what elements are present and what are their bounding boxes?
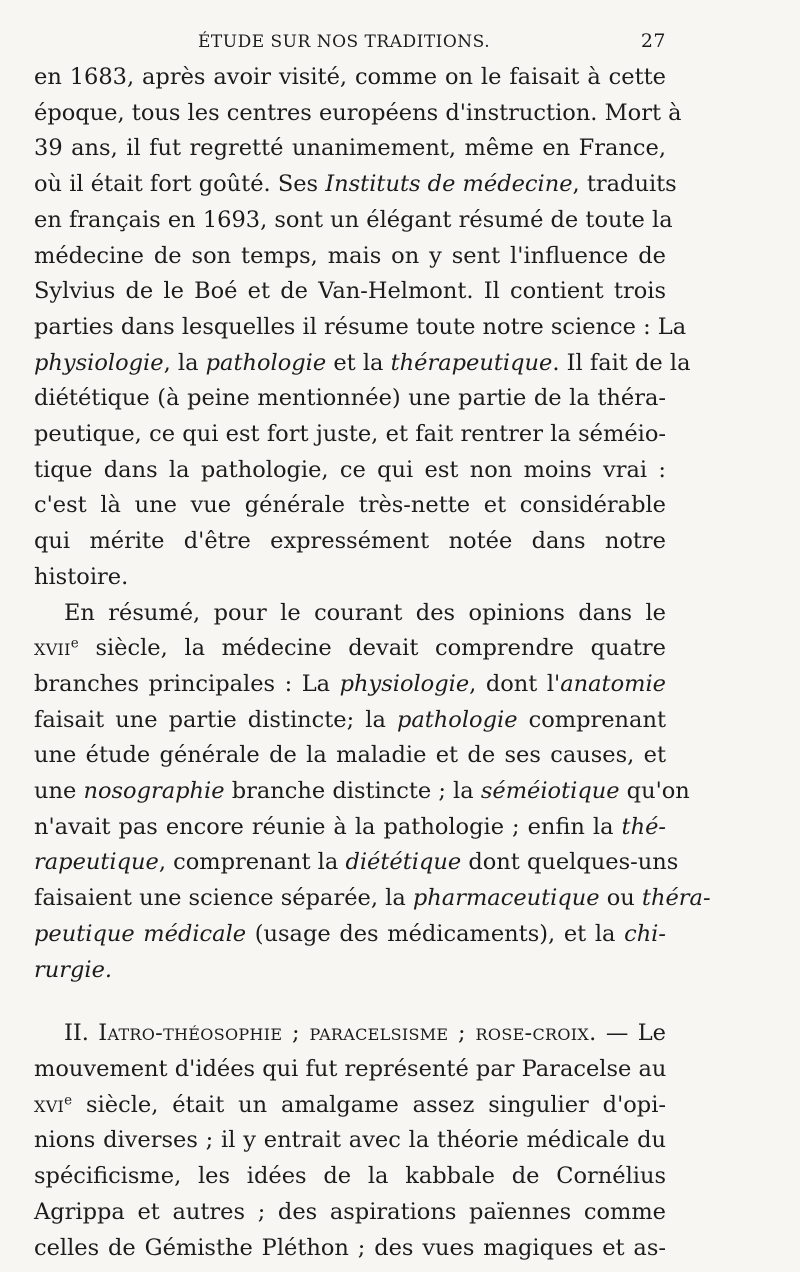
italic-term: chi-: [624, 920, 666, 947]
italic-term: thérapeutique: [390, 349, 553, 376]
text-line: diététique (à peine mentionnée) une partie de la théra-: [34, 385, 666, 412]
text-line: nions diverses ; il y entrait avec la théorie médicale du: [34, 1127, 666, 1154]
text-line: tique dans la pathologie, ce qui est non moins vrai :: [34, 456, 666, 483]
text-line: En résumé, pour le courant des opinions dans le: [64, 599, 666, 626]
text-line: [34, 810, 666, 846]
text-line: [34, 667, 666, 703]
text-line: [34, 845, 679, 881]
running-title: ÉTUDE SUR NOS TRADITIONS.: [198, 32, 491, 52]
text-line: époque, tous les centres européens d'instruction. Mort à: [34, 99, 682, 126]
text-line: [34, 953, 666, 989]
text-run: où il était fort goûté. Ses: [34, 171, 326, 198]
italic-term: théra-: [641, 885, 711, 912]
text-run: dont quelques-uns: [461, 849, 679, 876]
italic-term: physiologie: [339, 670, 470, 697]
italic-term: peutique médicale: [34, 920, 247, 947]
text-run: , la: [163, 349, 206, 376]
text-run: , traduits: [572, 171, 677, 198]
text-run: n'avait pas encore réunie à la pathologie ; enfin la: [34, 813, 622, 840]
text-line: histoire.: [34, 563, 129, 590]
italic-term: pharmaceutique: [412, 885, 600, 912]
text-line: 39 ans, il fut regretté unanimement, même en France,: [34, 135, 666, 162]
paragraph-boerhaave-continuation: [34, 60, 691, 596]
text-line: Sylvius de le Boé et de Van-Helmont. Il contient trois: [34, 278, 666, 305]
paragraph-section-ii: [34, 1016, 666, 1266]
page-number: 27: [640, 30, 666, 52]
text-line: Agrippa et autres ; des aspirations païennes comme: [34, 1198, 666, 1225]
text-run: faisaient une science séparée, la: [34, 885, 413, 912]
italic-term: rapeutique: [34, 849, 159, 876]
italic-term: thé-: [621, 813, 666, 840]
italic-term: diététique: [345, 849, 462, 876]
text-run: et la: [326, 349, 391, 376]
text-line: [34, 1088, 666, 1124]
text-line: en français en 1693, sont un élégant résumé de toute la: [34, 206, 673, 233]
text-line: mouvement d'idées qui fut représenté par Paracelse au: [34, 1055, 667, 1082]
italic-term: physiologie: [34, 349, 164, 376]
section-title: Iatro-théosophie ; paracelsisme ; rose-croix.: [98, 1020, 597, 1047]
century-numeral: xvi: [34, 1091, 65, 1118]
text-line: peutique, ce qui est fort juste, et fait rentrer la séméio-: [34, 421, 666, 448]
century-numeral: xvii: [34, 635, 71, 662]
running-head: [34, 28, 666, 56]
text-run: , comprenant la: [158, 849, 346, 876]
text-run: . Il fait de la: [552, 349, 691, 376]
text-line: en 1683, après avoir visité, comme on le faisait à cette: [34, 64, 666, 90]
text-run: qu'on: [619, 778, 690, 805]
italic-term: rurgie.: [34, 956, 113, 983]
text-line: spécificisme, les idées de la kabbale de Cornélius: [34, 1163, 666, 1190]
text-run: une: [34, 778, 84, 805]
text-line: [34, 167, 677, 203]
text-line: c'est là une vue générale très-nette et considérable: [34, 492, 666, 519]
text-run: branche distincte ; la: [224, 778, 481, 805]
text-run: — Le: [596, 1020, 666, 1047]
text-run: faisait une partie distincte; la: [34, 706, 397, 733]
italic-term: anatomie: [560, 670, 666, 697]
text-line: [34, 631, 666, 667]
superscript: e: [64, 1092, 73, 1109]
text-line: [34, 881, 711, 917]
text-run: (usage des médicaments), et la: [246, 920, 625, 947]
text-run: , dont l': [469, 670, 561, 697]
section-heading-line: [34, 1016, 666, 1052]
text-run: siècle, la médecine devait comprendre quatre: [78, 635, 666, 662]
paragraph-summary: [34, 596, 711, 989]
text-line: qui mérite d'être expressément notée dans notre: [34, 528, 666, 555]
text-line: [34, 774, 690, 810]
text-run: ou: [599, 885, 642, 912]
italic-term: pathologie: [396, 706, 518, 733]
text-line: parties dans lesquelles il résume toute notre science : La: [34, 313, 687, 340]
text-line: [34, 346, 691, 382]
text-line: médecine de son temps, mais on y sent l'influence de: [34, 242, 666, 269]
text-line: [34, 917, 666, 953]
text-line: celles de Gémisthe Pléthon ; des vues magiques et as-: [34, 1234, 666, 1261]
section-number: II.: [64, 1020, 99, 1047]
italic-term: séméiotique: [480, 778, 620, 805]
italic-term: nosographie: [83, 778, 225, 805]
section-gap: [34, 988, 666, 1016]
superscript: e: [70, 635, 79, 652]
text-run: siècle, était un amalgame assez singulier d'opi-: [72, 1091, 666, 1118]
text-line: une étude générale de la maladie et de ses causes, et: [34, 742, 666, 769]
text-run: comprenant: [517, 706, 666, 733]
page-body: [34, 60, 711, 1266]
text-run: branches principales : La: [34, 670, 340, 697]
italic-term: pathologie: [205, 349, 327, 376]
text-line: [34, 703, 666, 739]
italic-title: Instituts de médecine: [325, 171, 573, 198]
